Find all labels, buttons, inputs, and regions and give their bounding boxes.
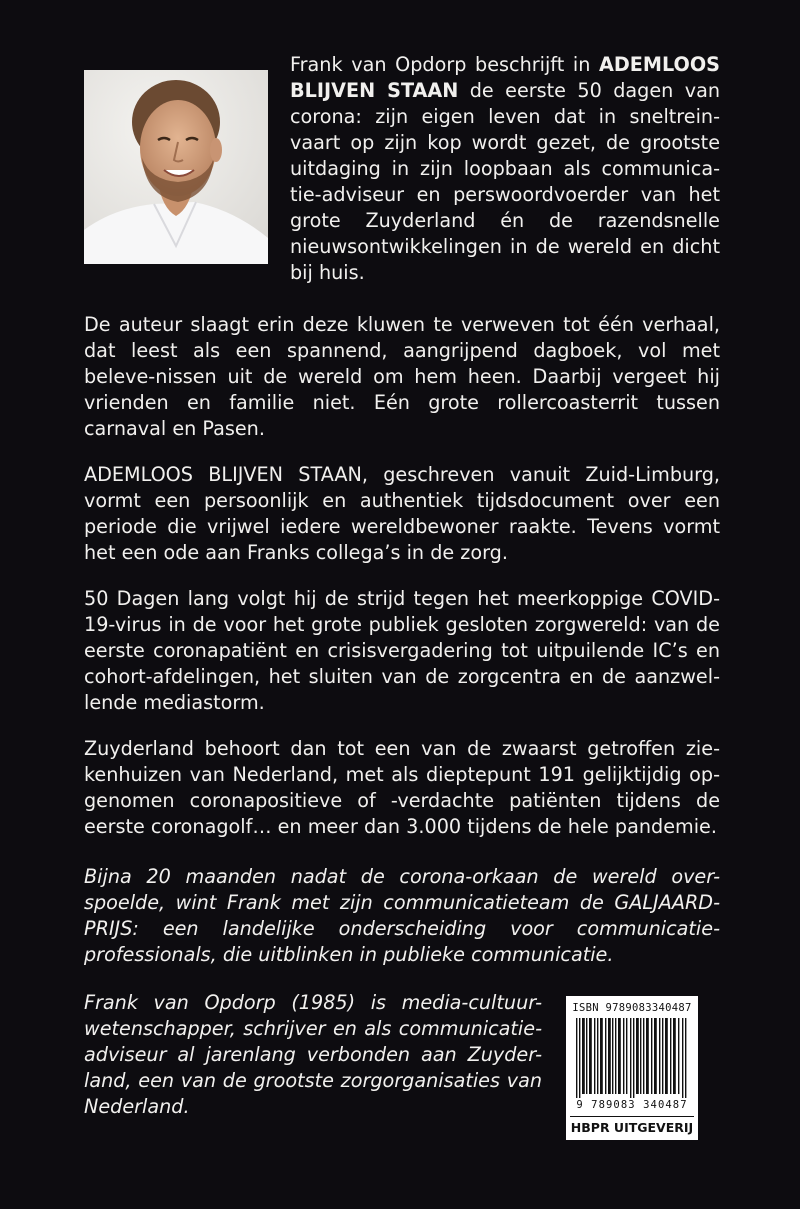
barcode-bars xyxy=(574,1018,690,1098)
publisher-name: HBPR UITGEVERIJ xyxy=(570,1116,694,1139)
isbn-label: ISBN 9789083340487 xyxy=(572,1002,692,1014)
intro-rest: de eerste 50 dagen van corona: zijn eigen leven dat in sneltrein-vaart op zijn kop wordt gezet, de grootste uitdaging in zijn loopbaan als communica-tie-adviseur en perswoordvoerder van het grote Zuyderland én de razendsnelle nieuwsontwikkelingen in de wereld en dicht bij huis. xyxy=(290,79,721,284)
isbn-barcode xyxy=(566,996,698,1140)
paragraph-author-bio: Frank van Opdorp (1985) is media-cultuur-wetenschapper, schrijver en als communicatie-adviseur al jarenlang verbonden aan Zuyder-land, een van de grootste zorgorganisaties van Nederland. xyxy=(84,991,542,1118)
paragraph-award: Bijna 20 maanden nadat de corona-orkaan de wereld over-spoelde, wint Frank met zijn communicatieteam de GALJAARD-PRIJS: een landelijke onderscheiding voor communicatie-professionals, die uitblinken in publieke communicatie. xyxy=(84,865,720,966)
intro-lead: Frank van Opdorp beschrijft in xyxy=(290,53,600,76)
book-title-inline: ADEMLOOS BLIJVEN STAAN xyxy=(290,53,720,102)
author-portrait-image xyxy=(84,70,268,264)
isbn-digits: 9 789083 340487 xyxy=(576,1099,688,1111)
paragraph-zuyderland: Zuyderland behoort dan tot een van de zwaarst getroffen zie-kenhuizen van Nederland, met als dieptepunt 191 gelijktijdig op-genomen coronapositieve of -verdachte patiënten tijdens de eerste coronagolf… en meer dan 3.000 tijdens de hele pandemie. xyxy=(84,737,720,838)
paragraph-covid-fight: 50 Dagen lang volgt hij de strijd tegen het meerkoppige COVID-19-virus in de voor het grote publiek gesloten zorgwereld: van de eerste coronapatiënt en crisisvergadering tot uitpuilende IC’s en cohort-afdelingen, het sluiten van de zorgcentra en de aanzwel-lende mediastorm. xyxy=(84,587,720,714)
paragraph-story: De auteur slaagt erin deze kluwen te verweven tot één verhaal, dat leest als een spannend, aangrijpend dagboek, vol met beleve-nissen uit de wereld om hem heen. Daarbij vergeet hij vrienden en familie niet. Eén grote rollercoasterrit tussen carnaval en Pasen. xyxy=(84,313,720,440)
author-photo xyxy=(84,70,268,264)
intro-paragraph xyxy=(290,52,720,286)
paragraph-document: ADEMLOOS BLIJVEN STAAN, geschreven vanuit Zuid-Limburg, vormt een persoonlijk en authentiek tijdsdocument over een periode die vrijwel iedere wereldbewoner raakte. Tevens vormt het een ode aan Franks collega’s in de zorg. xyxy=(84,463,720,564)
